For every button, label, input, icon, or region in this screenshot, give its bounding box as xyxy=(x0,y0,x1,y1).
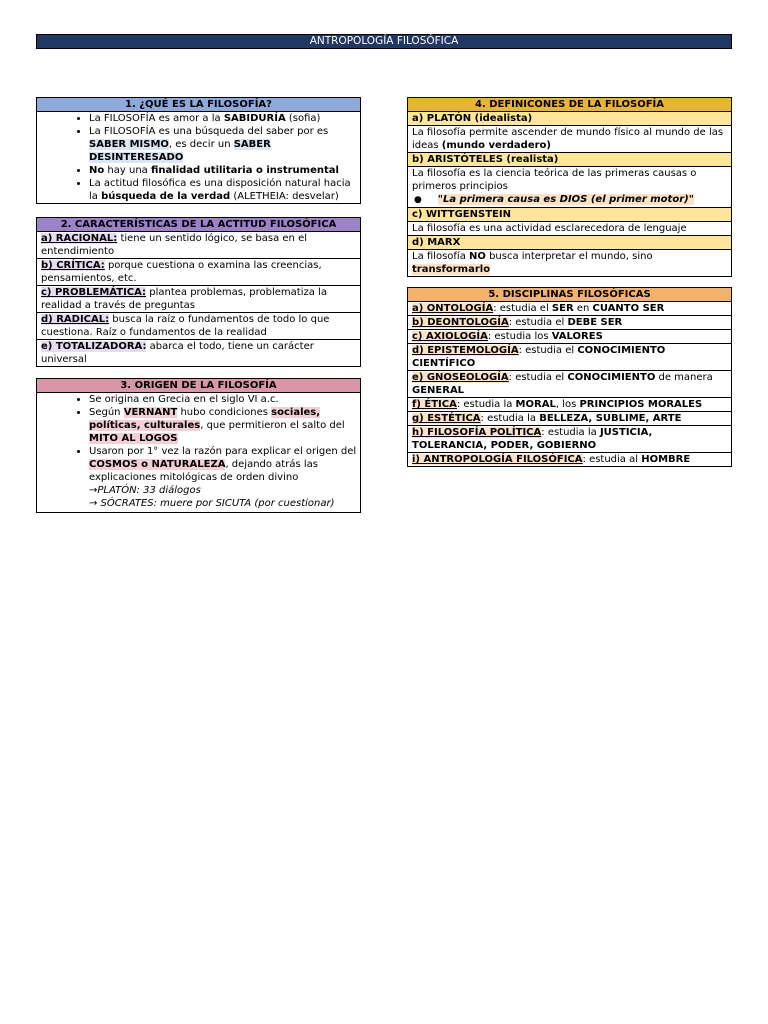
aristoteles-definition: La filosofía es la ciencia teórica de las primeras causas o primeros principios ● "La primera causa es DIOS (el primer motor)" xyxy=(408,167,732,208)
section-3-header: 3. ORIGEN DE LA FILOSOFÍA xyxy=(37,379,361,393)
section-disciplines xyxy=(407,287,732,467)
table-row: c) AXIOLOGÍA: estudia los VALORES xyxy=(408,330,732,344)
list-item: • La FILOSOFÍA es una búsqueda del saber por es SABER MISMO, es decir un SABER DESINTERESADO xyxy=(89,125,360,164)
table-row: a) ONTOLOGÍA: estudia el SER en CUANTO SER xyxy=(408,302,732,316)
section-4-header: 4. DEFINICONES DE LA FILOSOFÍA xyxy=(408,98,732,112)
section-5-header: 5. DISCIPLINAS FILOSÓFICAS xyxy=(408,288,732,302)
table-row: b) DEONTOLOGÍA: estudia el DEBE SER xyxy=(408,316,732,330)
section-2-header: 2. CARACTERÍSTICAS DE LA ACTITUD FILOSÓFICA xyxy=(37,218,361,232)
table-row: e) GNOSEOLOGÍA: estudia el CONOCIMIENTO de manera GENERAL xyxy=(408,371,732,398)
section-definitions xyxy=(407,97,732,277)
socrates-note: → SÓCRATES: muere por SICUTA (por cuestionar) xyxy=(89,498,335,509)
table-row: d) EPISTEMOLOGÍA: estudia el CONOCIMIENTO CIENTÍFICO xyxy=(408,344,732,371)
table-row: a) RACIONAL: tiene un sentido lógico, se basa en el entendimiento xyxy=(37,232,361,259)
section-characteristics xyxy=(36,217,361,367)
aristoteles-subheader: b) ARISTÓTELES (realista) xyxy=(408,153,732,167)
table-row: c) PROBLEMÁTICA: plantea problemas, problematiza la realidad a través de preguntas xyxy=(37,286,361,313)
wittgenstein-definition: La filosofía es una actividad esclarecedora de lenguaje xyxy=(408,222,732,236)
list-item: • Usaron por 1° vez la razón para explicar el origen del COSMOS o NATURALEZA, dejando atrás las explicaciones mitológicas de orden divino xyxy=(89,445,360,484)
list-item: • No hay una finalidad utilitaria o instrumental xyxy=(89,164,360,177)
table-row: b) CRÍTICA: porque cuestiona o examina las creencias, pensamientos, etc. xyxy=(37,259,361,286)
marx-definition: La filosofía NO busca interpretar el mundo, sino transformarlo xyxy=(408,250,732,277)
platon-subheader: a) PLATÓN (idealista) xyxy=(408,112,732,126)
section-3-list xyxy=(37,393,360,484)
marx-subheader: d) MARX xyxy=(408,236,732,250)
wittgenstein-subheader: c) WITTGENSTEIN xyxy=(408,208,732,222)
list-item: • La actitud filosófica es una disposición natural hacia la búsqueda de la verdad (ALETHEIA: desvelar) xyxy=(89,177,360,203)
table-row: h) FILOSOFÍA POLÍTICA: estudia la JUSTICIA, TOLERANCIA, PODER, GOBIERNO xyxy=(408,426,732,453)
document-title: ANTROPOLOGÍA FILOSÓFICA xyxy=(36,34,732,49)
table-row: g) ESTÉTICA: estudia la BELLEZA, SUBLIME, ARTE xyxy=(408,412,732,426)
section-origin xyxy=(36,378,361,513)
platon-note: →PLATÓN: 33 diálogos xyxy=(89,485,201,496)
platon-definition: La filosofía permite ascender de mundo físico al mundo de las ideas (mundo verdadero) xyxy=(408,126,732,153)
list-item: • La FILOSOFÍA es amor a la SABIDURÍA (sofia) xyxy=(89,112,360,125)
table-row: e) TOTALIZADORA: abarca el todo, tiene un carácter universal xyxy=(37,340,361,367)
table-row: f) ÉTICA: estudia la MORAL, los PRINCIPIOS MORALES xyxy=(408,398,732,412)
section-1-header: 1. ¿QUÉ ES LA FILOSOFÍA? xyxy=(37,98,361,112)
list-item: • Se origina en Grecia en el siglo VI a.c. xyxy=(89,393,360,406)
table-row: i) ANTROPOLOGÍA FILOSÓFICA: estudia al HOMBRE xyxy=(408,453,732,467)
list-item: • Según VERNANT hubo condiciones sociales, políticas, culturales, que permitieron el salto del MITO AL LOGOS xyxy=(89,406,360,445)
section-what-is-philosophy xyxy=(36,97,361,204)
aristoteles-quote: "La primera causa es DIOS (el primer motor)" xyxy=(437,194,694,205)
section-1-list xyxy=(37,112,360,203)
table-row: d) RADICAL: busca la raíz o fundamentos de todo lo que cuestiona. Raíz o fundamentos de la realidad xyxy=(37,313,361,340)
